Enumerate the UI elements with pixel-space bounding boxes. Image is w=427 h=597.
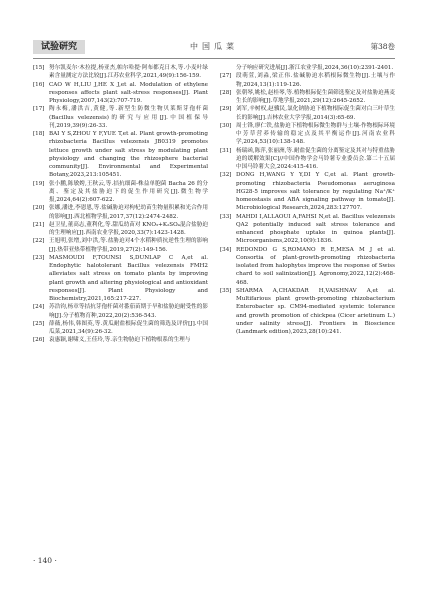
reference-number: [27] — [220, 73, 232, 80]
reference-number: [28] — [220, 89, 232, 96]
reference-text: 刘军,辛树权,赵骥民,氯化钠胁迫下植物根际促生菌对白三叶草生长的影响[J].吉林农业大学学报,2014(3):65-69. — [236, 106, 395, 121]
reference-text: 袁惠颖,谢啸义,王佳玲,等.亲生物胁迫下植物根系的生理与 — [49, 337, 191, 344]
reference-entry — [220, 147, 395, 172]
reference-number: [21] — [33, 221, 45, 228]
reference-text: BAI Y S,ZHOU Y F,YUE T,et al. Plant growth-promoting rhizobacteria Bacillus velezensis JB0319 promotes lettuce growth under salt stress by modulating plant physiology and changing the rhizosphere bacterial community[J]. Environmental and Experimental Botany,2023,213:105451. — [49, 131, 208, 179]
reference-entry — [220, 122, 395, 147]
reference-number: [31] — [220, 147, 232, 154]
reference-entry — [220, 72, 395, 89]
reference-entry — [33, 64, 208, 81]
page-header — [33, 40, 395, 56]
reference-entry — [33, 180, 208, 205]
reference-text: DONG H,WANG Y Y,DI Y C,et al. Plant growth-promoting rhizobacteria Pseudomonas aeruginosa HG28-5 improves salt tolerance by regulating Na⁺/K⁺ homeostasis and ABA signaling pathway in tomato[J]. Microbiological Research,2024,283:127707. — [236, 172, 395, 212]
reference-number: [32] — [220, 172, 232, 179]
reference-entry — [220, 105, 395, 122]
reference-number: [33] — [220, 213, 232, 220]
reference-number: [23] — [33, 254, 45, 261]
reference-text: 周士锋,廖仁铁,盐胁迫下植物根际微生物群与土壤-作物根际环境中芳草营养传输的稳定点及其平衡运作[J].河南农业科学,2024,53(10):138-148. — [236, 122, 395, 146]
reference-entry — [33, 105, 208, 130]
reference-entry — [33, 320, 208, 337]
reference-text: MAHDI I,ALLAOUI A,FAHSI N,et al. Bacillus velezensis QA2 potentially induced salt stress tolerance and enhanced phosphate uptake in quinoa plants[J]. Microorganisms,2022,10(9):1836. — [236, 213, 395, 245]
section-tag: 试验研究 — [33, 40, 85, 54]
reference-number: [34] — [220, 246, 232, 253]
reference-number: [15] — [33, 65, 45, 71]
reference-text: CAO W H,LIU J,HE X J,et al. Modulation of ethylene responses affects plant salt-stress responses[J]. Plant Physiology,2007,143(2):707-719. — [49, 81, 208, 104]
reference-number: [29] — [220, 106, 232, 113]
reference-text: 张小鹏,陈敏娉,王秋云,等.拮抗细菌-株益单胞菌 Bacha 26 的分离、鉴定及其盐胁迫下的促生作用研究[J].微生物学报,2024,64(2):607-622. — [49, 180, 208, 203]
reference-text: 段萌萱,刘淼,梁正伟.盐碱胁迫水稻根际微生物[J].土壤与作物,2024,13(1):119-126. — [236, 73, 395, 88]
reference-entry — [33, 204, 208, 221]
reference-text: 薛薇,杨伟,韩图英,等.黄瓜耐盐根际促生菌的筛选及评价[J].中国瓜菜,2021,34(9):26-32. — [49, 320, 208, 335]
reference-text: 陶永梅,潘洪吉,黄健,等.新型生防微生物贝莱斯芽孢杆菌(Bacillus velezensis)的研究与应用[J].中国植保导刊,2019,39(9):26-33. — [49, 106, 208, 129]
header-rule — [33, 58, 395, 59]
reference-text: 分子响应研究进展[J].浙江农业学报,2024,36(10):2391-2401. — [236, 65, 394, 71]
reference-entry — [33, 81, 208, 106]
reference-text: MASMOUDI F,TOUNSI S,DUNLAP C A,et al. Endophytic halotolerant Bacillus velezensis FMH2 alleviates salt stress on tomato plants by improving plant growth and altering physiological and antioxidant responses[J]. Plant Physiology and Biochemistry,2021,165:217-227. — [49, 254, 208, 302]
reference-text: REDONDO G S,ROMANO R E,MESA M J et al. Consortia of plant-growth-promoting rhizobacteria isolated from halophytes improve the response of Swiss chard to soil salinization[J]. Agronomy,2022,12(2):468-468. — [236, 246, 395, 286]
reference-text: 赵卫星,董高志,董利化,等.甜瓜幼苗对 KNO₃+K₂SO₄混合盐胁迫的生理响应[J].西南农业学报,2020,33(7):1423-1428. — [49, 221, 208, 236]
reference-number: [30] — [220, 122, 232, 129]
reference-text: 王旭明,张增,刘中洪,等.盐胁迫对4个水稻种质抗逆性生理的影响[J].热带亚热带植物学报,2019,27(2):149-156. — [49, 238, 208, 253]
volume-number: 第38卷 — [370, 42, 395, 51]
reference-entry — [33, 130, 208, 180]
reference-entry — [220, 287, 395, 337]
reference-entry — [33, 254, 208, 304]
reference-text: SHARMA A,CHAKDAR H,VAISHNAV A,et al. Multifarious plant growth-promoting rhizobacterium Enterobacter sp. CM94-mediated systemic tolerance and growth promotion of chickpea (Cicer arietinum L.) under salinity stress[J]. Frontiers in Bioscience (Landmark edition),2023,28(10):241. — [236, 287, 395, 335]
reference-number: [16] — [33, 81, 45, 88]
reference-number: [19] — [33, 180, 45, 187]
reference-entry — [33, 303, 208, 320]
reference-text: 杨瑞函,陈萍,张丽洲,等.耐盐促生菌的分离鉴定及其对与特重盐胁迫的缓解效果[C]//中国作物学会马铃薯专业委员会.第二十五届中国马铃薯大会,2024:415-416. — [236, 147, 395, 170]
reference-number: [24] — [33, 304, 45, 311]
reference-entry — [220, 213, 395, 246]
reference-entry — [33, 237, 208, 254]
references-left-column — [33, 64, 208, 345]
reference-text: 努尔凯麦尔·木拉提,杨亚杰,帕尔哈提·阿布都克日木,等.小麦叶绿素含量测定方法比较[J].江苏农业科学,2021,49(9):156-159. — [49, 65, 208, 80]
reference-number: [25] — [33, 320, 45, 327]
reference-number: [22] — [33, 238, 45, 245]
reference-entry — [220, 246, 395, 287]
reference-entry — [220, 64, 395, 72]
reference-number: [18] — [33, 131, 45, 137]
reference-number: [26] — [33, 337, 45, 344]
reference-number: [20] — [33, 205, 45, 212]
reference-entry — [33, 221, 208, 238]
references-right-column — [220, 64, 395, 336]
reference-entry — [220, 89, 395, 106]
page-number: · 140 · — [33, 556, 57, 565]
reference-number: [35] — [220, 287, 232, 294]
reference-text: 张朝琴,姚松,赵桂琴,等.植物根际促生菌筛选鉴定及对盐胁迫燕麦生长的影响[J].草地学报,2021,29(12):2645-2652. — [236, 89, 395, 104]
journal-name: 中国瓜菜 — [190, 42, 238, 51]
reference-entry — [33, 336, 208, 344]
reference-entry — [220, 171, 395, 212]
reference-text: 苏浩钧,杨章等拮抗芽孢杆菌对番茄苗期于旱和盐胁迫耐受性的影响[J].分子植物育种,2022,20(2):536-543. — [49, 304, 208, 319]
reference-number: [17] — [33, 106, 45, 113]
reference-text: 张娜,潘进,李恩恩,等.盐碱胁迫对枸杞幼苗生物量积累和光合作用的影响[J].西北植物学报,2017,37(12):2474-2482. — [49, 205, 208, 220]
